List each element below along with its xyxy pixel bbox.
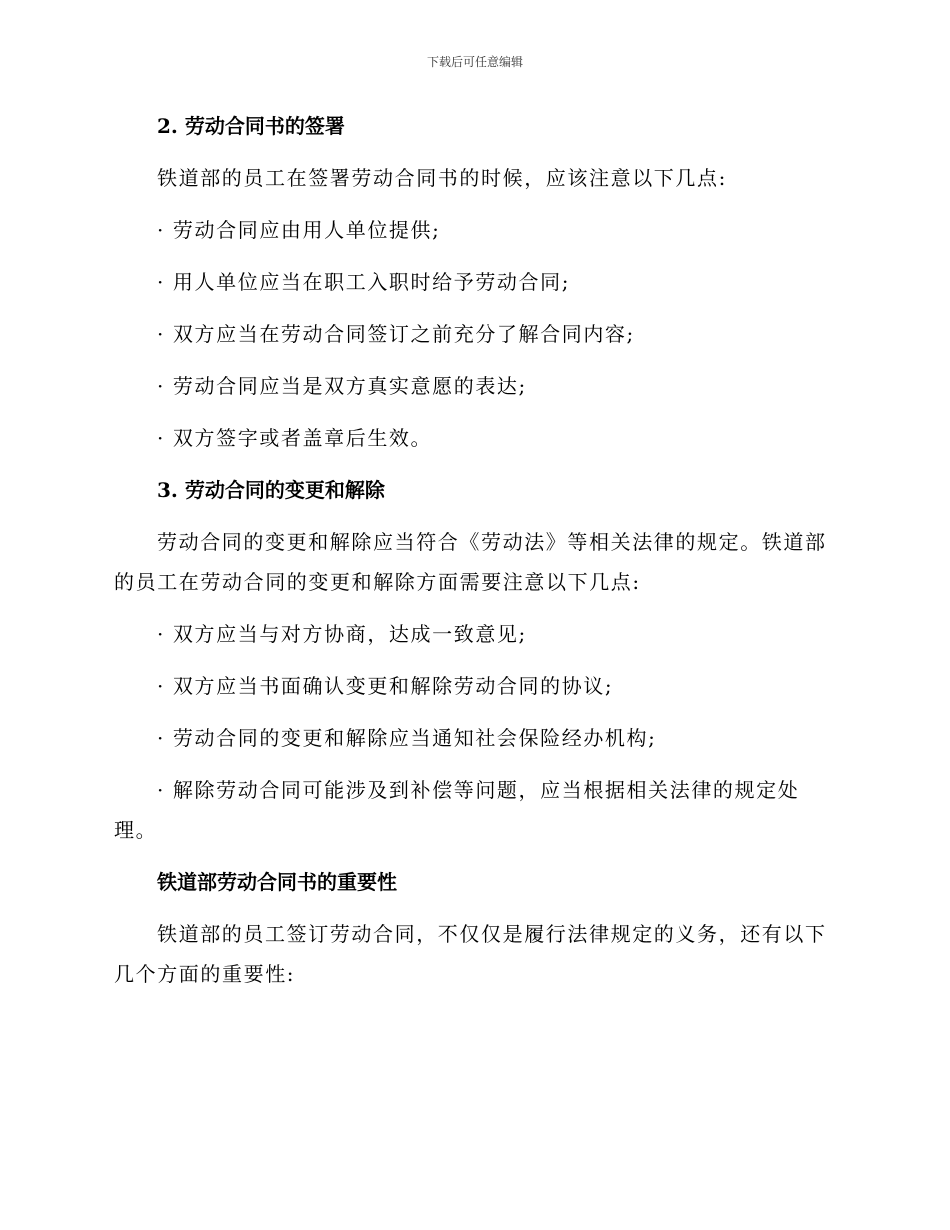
bullet-item: · 劳动合同应当是双方真实意愿的表达; xyxy=(157,374,527,398)
section-heading: 2. 劳动合同书的签署 xyxy=(157,114,345,138)
bullet-item: · 用人单位应当在职工入职时给予劳动合同; xyxy=(157,270,571,294)
bullet-item: · 双方应当书面确认变更和解除劳动合同的协议; xyxy=(157,674,614,698)
bullet-item: · 劳动合同应由用人单位提供; xyxy=(157,218,441,242)
page-header: 下载后可任意编辑 xyxy=(426,55,523,69)
section-heading: 铁道部劳动合同书的重要性 xyxy=(157,870,397,894)
section-heading: 3. 劳动合同的变更和解除 xyxy=(157,478,385,502)
bullet-item: · 劳动合同的变更和解除应当通知社会保险经办机构; xyxy=(157,726,657,750)
section-intro: 铁道部的员工在签署劳动合同书的时候，应该注意以下几点: xyxy=(157,166,727,190)
section-change-termination xyxy=(114,470,834,850)
section-signing xyxy=(114,106,834,458)
section-intro: 劳动合同的变更和解除应当符合《劳动法》等相关法律的规定。铁道部的员工在劳动合同的变更和解除方面需要注意以下几点: xyxy=(114,530,827,594)
bullet-item: · 双方应当在劳动合同签订之前充分了解合同内容; xyxy=(157,322,635,346)
bullet-item: · 双方签字或者盖章后生效。 xyxy=(157,426,433,450)
document-body xyxy=(114,106,834,1006)
bullet-item: · 解除劳动合同可能涉及到补偿等问题，应当根据相关法律的规定处理。 xyxy=(114,778,800,842)
section-importance xyxy=(114,862,834,994)
section-intro: 铁道部的员工签订劳动合同，不仅仅是履行法律规定的义务，还有以下几个方面的重要性: xyxy=(114,922,827,986)
bullet-item: · 双方应当与对方协商，达成一致意见; xyxy=(157,622,527,646)
